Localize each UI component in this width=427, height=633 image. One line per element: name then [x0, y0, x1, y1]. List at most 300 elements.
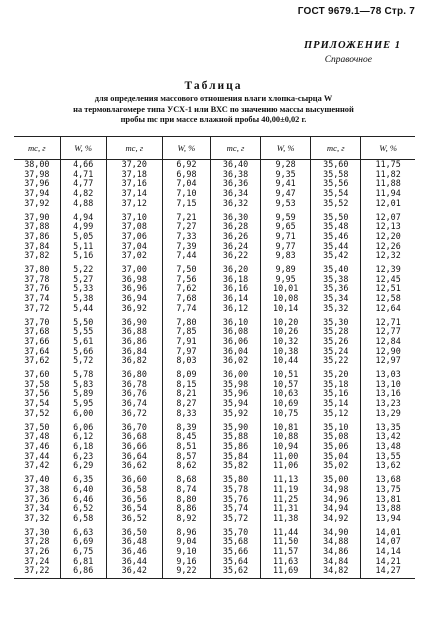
table-cell: 7,50	[162, 261, 210, 275]
table-cell: 13,10	[375, 378, 401, 389]
table-cell: 12,32	[375, 250, 401, 261]
table-cell: 35,64	[210, 557, 260, 567]
table-cell: 35,62	[210, 566, 260, 578]
table-cell: 36,46	[106, 547, 162, 557]
table-cell: 13,68	[375, 474, 401, 485]
table-row	[14, 199, 415, 209]
table-cell: 7,80	[162, 314, 210, 328]
table-cell: 9,77	[261, 242, 311, 252]
table-cell: 36,50	[106, 524, 162, 538]
table-cell: 36,58	[106, 485, 162, 495]
table-cell: 7,74	[162, 304, 210, 314]
table-cell: 7,85	[162, 327, 210, 337]
table-cell: 36,12	[210, 304, 260, 314]
table-cell: 37,60	[14, 366, 60, 380]
table-cell: 35,50	[311, 209, 361, 223]
table-cell: 37,80	[14, 261, 60, 275]
subtitle-line: для определения массового отношения влаги хлопка-сырца W	[94, 94, 333, 103]
table-cell: 11,57	[261, 547, 311, 557]
table-cell: 4,66	[60, 160, 106, 170]
table-cell: 36,32	[210, 199, 260, 209]
table-row	[14, 566, 415, 578]
table-cell: 7,56	[162, 275, 210, 285]
table-cell: 14,07	[375, 536, 401, 547]
table-cell: 10,69	[261, 399, 311, 409]
table-cell: 37,24	[14, 557, 60, 567]
table-cell: 13,94	[375, 512, 401, 523]
table-cell: 13,03	[375, 369, 401, 380]
table-cell: 36,26	[210, 232, 260, 242]
table-cell: 13,42	[375, 431, 401, 442]
table-cell: 35,76	[210, 495, 260, 505]
table-cell: 37,68	[14, 327, 60, 337]
table-cell: 8,80	[162, 495, 210, 505]
table-cell: 36,48	[106, 537, 162, 547]
table-cell: 36,24	[210, 242, 260, 252]
table-cell: 6,63	[60, 524, 106, 538]
table-cell: 10,01	[261, 284, 311, 294]
table-cell: 12,07	[375, 211, 401, 222]
table-cell: 35,60	[311, 160, 361, 170]
table-cell: 10,63	[261, 389, 311, 399]
table-cell: 12,39	[375, 264, 401, 275]
table-cell: 35,00	[311, 471, 361, 485]
table-cell: 5,89	[60, 389, 106, 399]
table-cell: 37,12	[106, 199, 162, 209]
table-cell: 10,20	[261, 314, 311, 328]
table-cell: 5,22	[60, 261, 106, 275]
table-cell: 12,26	[375, 240, 401, 251]
table-cell: 37,96	[14, 179, 60, 189]
table-cell: 34,84	[311, 557, 361, 567]
table-cell: 35,56	[311, 179, 361, 189]
table-cell: 36,02	[210, 356, 260, 366]
table-cell: 34,98	[311, 485, 361, 495]
table-cell: 5,05	[60, 232, 106, 242]
table-cell: 13,16	[375, 388, 401, 399]
table-cell: 7,04	[162, 179, 210, 189]
table-cell: 37,30	[14, 524, 60, 538]
table-cell: 37,02	[106, 251, 162, 261]
table-cell: 35,48	[311, 222, 361, 232]
table-cell: 11,94	[375, 188, 401, 199]
table-cell: 11,69	[261, 566, 311, 578]
table-cell: 35,84	[210, 452, 260, 462]
table-cell: 37,38	[14, 485, 60, 495]
table-cell: 8,21	[162, 389, 210, 399]
table-cell: 37,08	[106, 222, 162, 232]
table-cell: 35,30	[311, 314, 361, 328]
table-cell: 37,06	[106, 232, 162, 242]
table-cell: 36,90	[106, 314, 162, 328]
table-cell: 7,39	[162, 242, 210, 252]
table-cell: 6,86	[60, 566, 106, 578]
table-subtitle	[6, 94, 421, 126]
table-cell: 9,41	[261, 179, 311, 189]
table-cell: 11,00	[261, 452, 311, 462]
table-cell: 36,82	[106, 356, 162, 366]
table-cell: 37,74	[14, 294, 60, 304]
table-cell: 12,64	[375, 302, 401, 313]
table-cell: 10,88	[261, 432, 311, 442]
table-cell: 37,58	[14, 380, 60, 390]
table-cell: 7,21	[162, 209, 210, 223]
table-title: Таблица	[184, 80, 243, 92]
table-cell: 34,90	[311, 524, 361, 538]
table-cell: 35,74	[210, 504, 260, 514]
appendix-note: Справочное	[324, 55, 372, 65]
table-cell: 37,72	[14, 304, 60, 314]
table-cell: 36,70	[106, 419, 162, 433]
table-cell: 36,44	[106, 557, 162, 567]
table-cell: 37,66	[14, 337, 60, 347]
table-cell: 34,94	[311, 504, 361, 514]
table-cell: 8,68	[162, 471, 210, 485]
table-header-row	[14, 137, 415, 160]
table-cell: 14,27	[361, 566, 415, 578]
table-cell: 36,22	[210, 251, 260, 261]
subtitle-line: пробы mс при массе влажной пробы 40,00±0,02 г.	[120, 115, 307, 124]
table-cell: 8,96	[162, 524, 210, 538]
table-cell: 37,10	[106, 209, 162, 223]
table-cell: 35,02	[311, 461, 361, 471]
table-cell: 11,63	[261, 557, 311, 567]
table-cell: 11,88	[375, 178, 401, 189]
table-cell: 8,45	[162, 432, 210, 442]
table-cell: 37,64	[14, 347, 60, 357]
table-cell: 8,57	[162, 452, 210, 462]
table-cell: 7,33	[162, 232, 210, 242]
table-cell: 7,62	[162, 284, 210, 294]
table-cell: 37,90	[14, 209, 60, 223]
table-cell: 37,52	[14, 409, 60, 419]
column-header: mс, г	[210, 137, 260, 160]
table-cell: 7,10	[162, 189, 210, 199]
table-cell: 13,35	[375, 421, 401, 432]
table-cell: 35,38	[311, 275, 361, 285]
table-cell: 37,50	[14, 419, 60, 433]
table-cell: 36,80	[106, 366, 162, 380]
table-cell: 37,84	[14, 242, 60, 252]
table-cell: 10,08	[261, 294, 311, 304]
table-cell: 6,81	[60, 557, 106, 567]
table-cell: 11,13	[261, 471, 311, 485]
table-cell: 35,24	[311, 347, 361, 357]
table-cell: 9,59	[261, 209, 311, 223]
table-cell: 36,34	[210, 189, 260, 199]
table-cell: 6,75	[60, 547, 106, 557]
table-cell: 34,96	[311, 495, 361, 505]
table-cell: 35,90	[210, 419, 260, 433]
table-cell: 12,71	[375, 316, 401, 327]
table-cell: 37,40	[14, 471, 60, 485]
table-cell: 38,00	[14, 160, 60, 170]
table-cell: 36,06	[210, 337, 260, 347]
table-cell: 36,04	[210, 347, 260, 357]
table-cell: 37,82	[14, 251, 60, 261]
subtitle-line: на термовлагомере типа УСХ-1 или ВХС по значению массы высушенной	[73, 104, 354, 114]
table-cell: 10,38	[261, 347, 311, 357]
table-cell: 12,51	[375, 283, 401, 294]
table-cell: 37,54	[14, 399, 60, 409]
table-cell: 4,99	[60, 222, 106, 232]
table-row	[14, 261, 415, 275]
table-row	[14, 314, 415, 328]
table-cell: 9,28	[261, 160, 311, 170]
table-cell: 9,53	[261, 199, 311, 209]
table-cell: 12,01	[375, 197, 401, 208]
table-cell: 37,22	[14, 566, 60, 578]
table-cell: 37,86	[14, 232, 60, 242]
table-cell: 12,58	[375, 293, 401, 304]
table-cell: 8,09	[162, 366, 210, 380]
table-cell: 36,72	[106, 409, 162, 419]
table-cell: 36,18	[210, 275, 260, 285]
table-cell: 11,50	[261, 537, 311, 547]
table-cell: 13,88	[375, 503, 401, 514]
table-cell: 37,78	[14, 275, 60, 285]
table-cell: 12,97	[375, 355, 401, 366]
table-cell: 5,16	[60, 251, 106, 261]
table-cell: 36,92	[106, 304, 162, 314]
appendix-label: ПРИЛОЖЕНИЕ 1	[304, 40, 401, 51]
table-cell: 37,76	[14, 284, 60, 294]
table-cell: 37,20	[106, 160, 162, 170]
table-cell: 35,78	[210, 485, 260, 495]
table-cell: 36,86	[106, 337, 162, 347]
table-cell: 6,18	[60, 442, 106, 452]
table-cell: 36,30	[210, 209, 260, 223]
table-cell: 36,00	[210, 366, 260, 380]
table-cell: 35,68	[210, 537, 260, 547]
table-cell: 37,88	[14, 222, 60, 232]
table-row	[14, 251, 415, 261]
table-cell: 6,98	[162, 170, 210, 180]
table-cell: 34,86	[311, 547, 361, 557]
table-cell: 36,16	[210, 284, 260, 294]
table-cell: 36,68	[106, 432, 162, 442]
table-row	[14, 471, 415, 485]
table-cell: 9,83	[261, 251, 311, 261]
table-cell: 6,35	[60, 471, 106, 485]
table-cell: 11,75	[375, 159, 401, 169]
table-cell: 35,10	[311, 419, 361, 433]
table-cell: 11,06	[261, 461, 311, 471]
table-cell: 9,10	[162, 547, 210, 557]
table-cell: 12,45	[375, 273, 401, 284]
table-cell: 10,32	[261, 337, 311, 347]
table-cell: 4,88	[60, 199, 106, 209]
table-cell: 10,14	[261, 304, 311, 314]
table-cell: 36,78	[106, 380, 162, 390]
table-cell: 35,20	[311, 366, 361, 380]
table-cell: 12,90	[375, 345, 401, 356]
table-cell: 12,84	[375, 335, 401, 346]
table-cell: 37,56	[14, 389, 60, 399]
table-cell: 11,25	[261, 495, 311, 505]
table-cell: 37,98	[14, 170, 60, 180]
table-cell: 37,48	[14, 432, 60, 442]
table-cell: 35,70	[210, 524, 260, 538]
table-cell: 14,21	[375, 555, 401, 566]
table-cell: 11,44	[261, 524, 311, 538]
table-cell: 11,82	[375, 168, 401, 179]
table-cell: 5,66	[60, 347, 106, 357]
table-cell: 37,62	[14, 356, 60, 366]
table-cell: 34,92	[311, 514, 361, 524]
table-cell: 36,94	[106, 294, 162, 304]
table-cell: 7,15	[162, 199, 210, 209]
table-cell: 35,12	[311, 409, 361, 419]
table-cell: 4,82	[60, 189, 106, 199]
table-cell: 36,42	[106, 566, 162, 578]
table-cell: 8,86	[162, 504, 210, 514]
column-header: mс, г	[14, 137, 60, 160]
table-cell: 36,76	[106, 389, 162, 399]
table-cell: 7,68	[162, 294, 210, 304]
table-cell: 13,62	[375, 460, 401, 471]
table-cell: 35,14	[311, 399, 361, 409]
table-cell: 4,71	[60, 170, 106, 180]
table-row	[14, 356, 415, 366]
table-cell: 36,74	[106, 399, 162, 409]
table-cell: 37,26	[14, 547, 60, 557]
table-cell: 8,15	[162, 380, 210, 390]
table-row	[14, 524, 415, 538]
table-row	[14, 419, 415, 433]
table-body	[14, 160, 415, 579]
table-cell: 37,42	[14, 461, 60, 471]
table-cell: 36,96	[106, 284, 162, 294]
table-cell: 6,06	[60, 419, 106, 433]
table-cell: 6,46	[60, 495, 106, 505]
document-header: ГОСТ 9679.1—78 Стр. 7	[297, 6, 415, 17]
table-cell: 10,51	[261, 366, 311, 380]
table-cell: 9,04	[162, 537, 210, 547]
column-header: mс, г	[106, 137, 162, 160]
moisture-table	[14, 136, 415, 579]
table-cell: 13,29	[375, 407, 401, 418]
table-cell: 9,95	[261, 275, 311, 285]
table-row	[14, 366, 415, 380]
table-cell: 35,66	[210, 547, 260, 557]
table-cell: 35,92	[210, 409, 260, 419]
table-cell: 10,81	[261, 419, 311, 433]
table-cell: 8,62	[162, 461, 210, 471]
table-cell: 37,70	[14, 314, 60, 328]
table-cell: 6,00	[60, 409, 106, 419]
column-header: W, %	[361, 137, 415, 160]
table-cell: 36,38	[210, 170, 260, 180]
table-cell: 13,55	[375, 450, 401, 461]
table-cell: 11,19	[261, 485, 311, 495]
table-cell: 6,29	[60, 461, 106, 471]
table-cell: 36,08	[210, 327, 260, 337]
column-header: W, %	[60, 137, 106, 160]
table-cell: 35,32	[311, 304, 361, 314]
table-cell: 35,22	[311, 356, 361, 366]
table-cell: 10,44	[261, 356, 311, 366]
table-cell: 6,58	[60, 514, 106, 524]
table-cell: 36,40	[210, 160, 260, 170]
table-cell: 36,54	[106, 504, 162, 514]
table-cell: 6,12	[60, 432, 106, 442]
table-cell: 37,44	[14, 452, 60, 462]
table-cell: 34,82	[311, 566, 361, 578]
table-cell: 35,42	[311, 251, 361, 261]
table-cell: 6,52	[60, 504, 106, 514]
table-cell: 37,00	[106, 261, 162, 275]
table-cell: 35,40	[311, 261, 361, 275]
table-cell: 9,35	[261, 170, 311, 180]
table-cell: 11,31	[261, 504, 311, 514]
table-cell: 6,69	[60, 537, 106, 547]
table-cell: 14,01	[375, 526, 401, 537]
table-cell: 13,23	[375, 398, 401, 409]
table-cell: 35,26	[311, 337, 361, 347]
table-cell: 35,86	[210, 442, 260, 452]
table-cell: 36,36	[210, 179, 260, 189]
table-cell: 5,11	[60, 242, 106, 252]
table-cell: 4,77	[60, 179, 106, 189]
table-cell: 37,18	[106, 170, 162, 180]
table-cell: 10,94	[261, 442, 311, 452]
table-cell: 36,10	[210, 314, 260, 328]
table-cell: 35,06	[311, 442, 361, 452]
table-cell: 6,23	[60, 452, 106, 462]
table-cell: 35,16	[311, 389, 361, 399]
table-cell: 12,13	[375, 221, 401, 232]
table-cell: 37,04	[106, 242, 162, 252]
table-cell: 36,62	[106, 461, 162, 471]
table-cell: 35,98	[210, 380, 260, 390]
table-cell: 35,44	[311, 242, 361, 252]
table-cell: 35,54	[311, 189, 361, 199]
table-cell: 37,34	[14, 504, 60, 514]
table-cell: 5,61	[60, 337, 106, 347]
table-cell: 36,88	[106, 327, 162, 337]
table-cell: 6,40	[60, 485, 106, 495]
table-cell: 7,27	[162, 222, 210, 232]
table-cell: 36,84	[106, 347, 162, 357]
table-cell: 8,51	[162, 442, 210, 452]
table-cell: 9,22	[162, 566, 210, 578]
table-cell: 7,97	[162, 347, 210, 357]
table-cell: 9,71	[261, 232, 311, 242]
table-cell: 9,65	[261, 222, 311, 232]
table-cell: 36,52	[106, 514, 162, 524]
table-cell: 5,27	[60, 275, 106, 285]
table-cell: 4,94	[60, 209, 106, 223]
table-cell: 8,03	[162, 356, 210, 366]
table-cell: 12,77	[375, 326, 401, 337]
table-cell: 8,33	[162, 409, 210, 419]
table-cell: 8,27	[162, 399, 210, 409]
table-cell: 8,74	[162, 485, 210, 495]
table-cell: 35,08	[311, 432, 361, 442]
table-cell: 36,14	[210, 294, 260, 304]
column-header: W, %	[162, 137, 210, 160]
table-cell: 12,20	[375, 230, 401, 241]
table-cell: 37,28	[14, 537, 60, 547]
table-cell: 5,95	[60, 399, 106, 409]
table-cell: 5,50	[60, 314, 106, 328]
table-cell: 35,46	[311, 232, 361, 242]
table-cell: 8,92	[162, 514, 210, 524]
table-cell: 10,75	[261, 409, 311, 419]
table-cell: 37,92	[14, 199, 60, 209]
table-cell: 36,64	[106, 452, 162, 462]
